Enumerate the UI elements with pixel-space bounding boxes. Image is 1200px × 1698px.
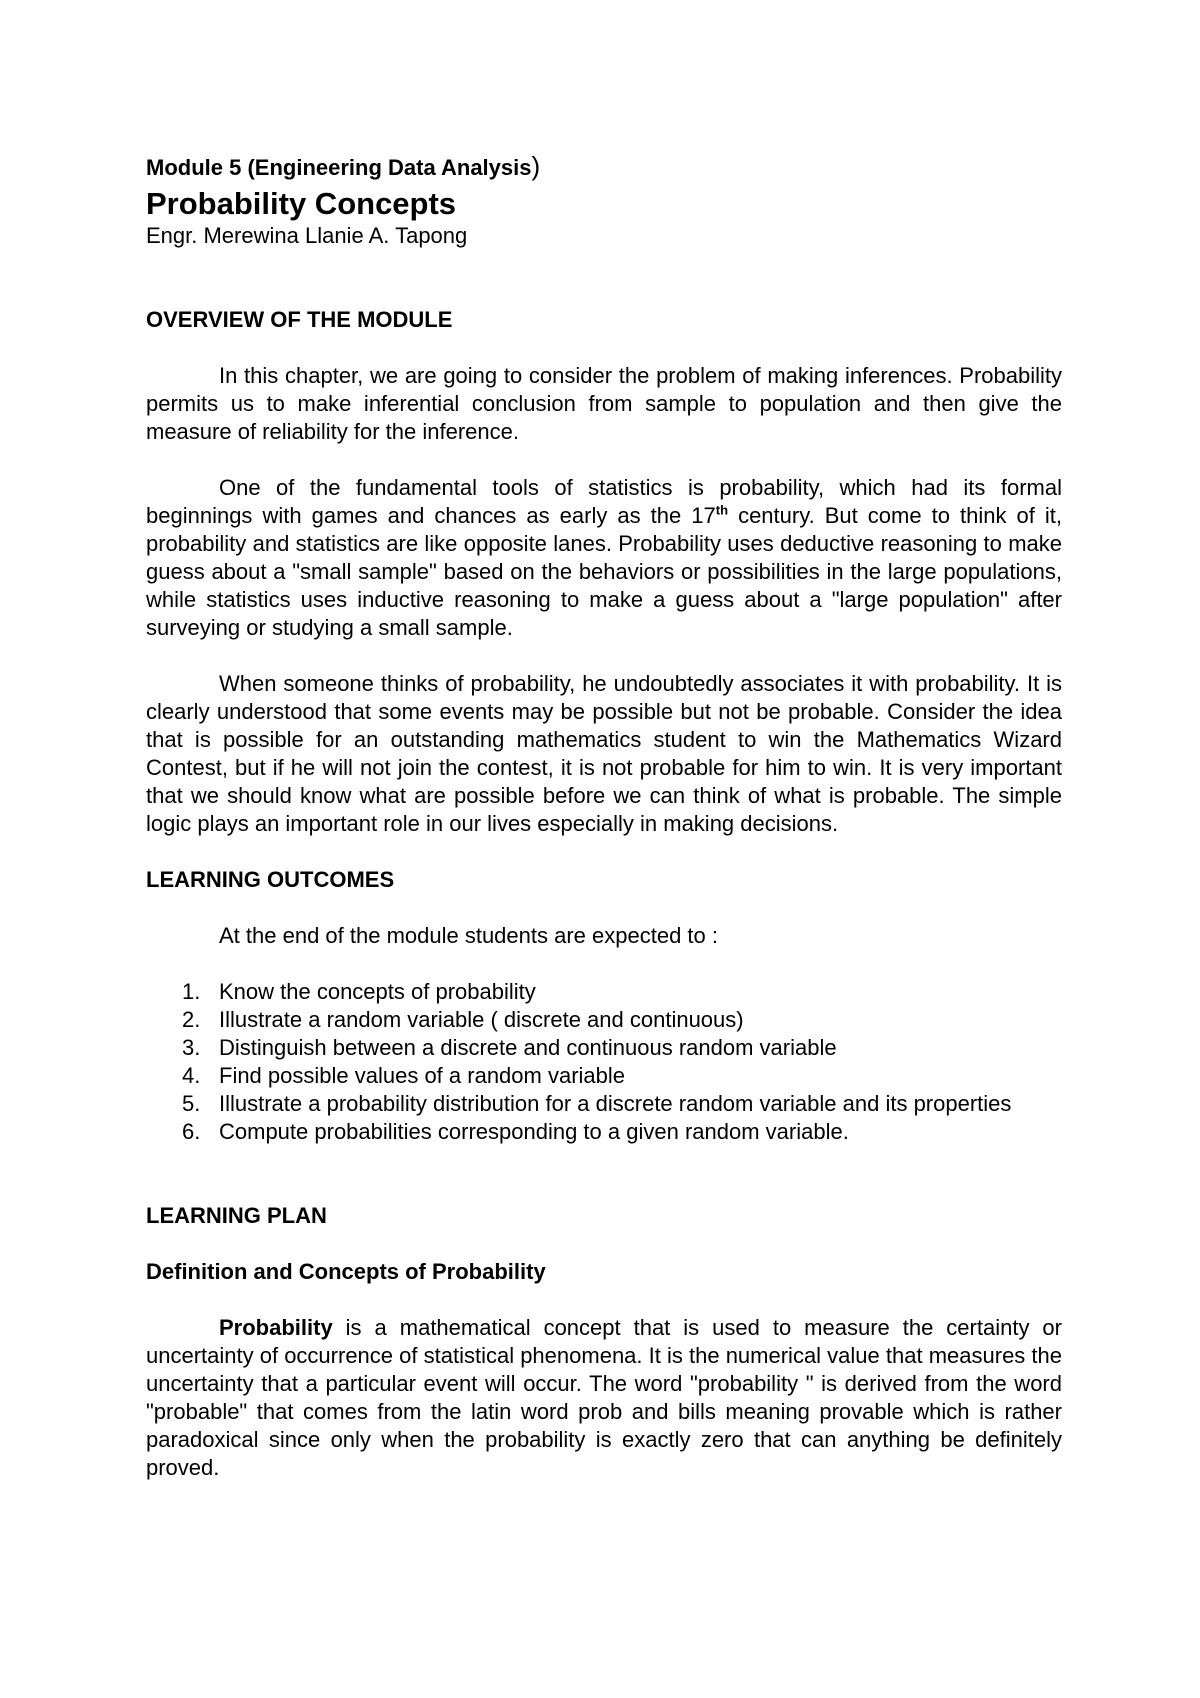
- page-title: Probability Concepts: [146, 186, 457, 221]
- list-item-text: Compute probabilities corresponding to a given random variable.: [219, 1119, 849, 1144]
- module-label-text: Module 5 (Engineering Data Analysis: [146, 155, 532, 180]
- list-item: [146, 1062, 1062, 1090]
- list-item-text: Illustrate a probability distribution for a discrete random variable and its properties: [219, 1091, 1012, 1116]
- list-item-number: 3.: [182, 1035, 201, 1060]
- definition-text: is a mathematical concept that is used to measure the certainty or uncertainty of occurrence of statistical phenomena. It is the numerical value that measures the uncertainty that a particular event will occur. The word "probability " is derived from the word "probable" that comes from the latin word prob and bills meaning provable which is rather paradoxical since only when the probability is exactly zero that can anything be definitely proved.: [146, 1315, 1062, 1480]
- list-item: [146, 1006, 1062, 1034]
- definition-paragraph: [146, 1314, 1062, 1482]
- overview-heading: OVERVIEW OF THE MODULE: [146, 307, 453, 332]
- list-item-number: 4.: [182, 1063, 201, 1088]
- list-item-number: 6.: [182, 1119, 201, 1144]
- outcomes-intro: At the end of the module students are expected to :: [219, 923, 718, 948]
- learning-plan-heading: LEARNING PLAN: [146, 1203, 327, 1228]
- list-item-number: 1.: [182, 979, 201, 1004]
- list-item: [146, 1034, 1062, 1062]
- definition-term: Probability: [219, 1315, 333, 1340]
- module-close-paren: ): [531, 151, 541, 181]
- list-item-text: Know the concepts of probability: [219, 979, 536, 1004]
- overview-paragraph-2-start: One of the fundamental tools of statistics is probability, which had its formal beginnings with games and chances as early as the 17: [146, 475, 1062, 528]
- outcomes-list: [146, 978, 1062, 1146]
- overview-paragraph-2: [146, 474, 1062, 642]
- list-item-number: 5.: [182, 1091, 201, 1116]
- module-label: [146, 152, 1062, 182]
- ordinal-superscript: th: [715, 502, 729, 518]
- list-item-text: Distinguish between a discrete and continuous random variable: [219, 1035, 837, 1060]
- list-item-number: 2.: [182, 1007, 201, 1032]
- overview-paragraph-2-end: century. But come to think of it, probability and statistics are like opposite lanes. Probability uses deductive reasoning to make guess about a "small sample" based on the behaviors or possibilities in the large populations, while statistics uses inductive reasoning to make a guess about a "large population" after surveying or studying a small sample.: [146, 503, 1062, 640]
- outcomes-heading: LEARNING OUTCOMES: [146, 867, 395, 892]
- list-item-text: Find possible values of a random variable: [219, 1063, 626, 1088]
- author-name: Engr. Merewina Llanie A. Tapong: [146, 223, 468, 248]
- list-item: [146, 1118, 1062, 1146]
- overview-paragraph-3: When someone thinks of probability, he undoubtedly associates it with probability. It is clearly understood that some events may be possible but not be probable. Consider the idea that is possible for an outstanding mathematics student to win the Mathematics Wizard Contest, but if he will not join the contest, it is not probable for him to win. It is very important that we should know what are possible before we can think of what is probable. The simple logic plays an important role in our lives especially in making decisions.: [146, 671, 1062, 836]
- list-item: [146, 1090, 1062, 1118]
- overview-paragraph-1: In this chapter, we are going to consider the problem of making inferences. Probability permits us to make inferential conclusion from sample to population and then give the measure of reliability for the inference.: [146, 363, 1062, 444]
- list-item-text: Illustrate a random variable ( discrete and continuous): [219, 1007, 744, 1032]
- definition-subheading: Definition and Concepts of Probability: [146, 1259, 546, 1284]
- page-content: [146, 152, 1062, 1482]
- list-item: [146, 978, 1062, 1006]
